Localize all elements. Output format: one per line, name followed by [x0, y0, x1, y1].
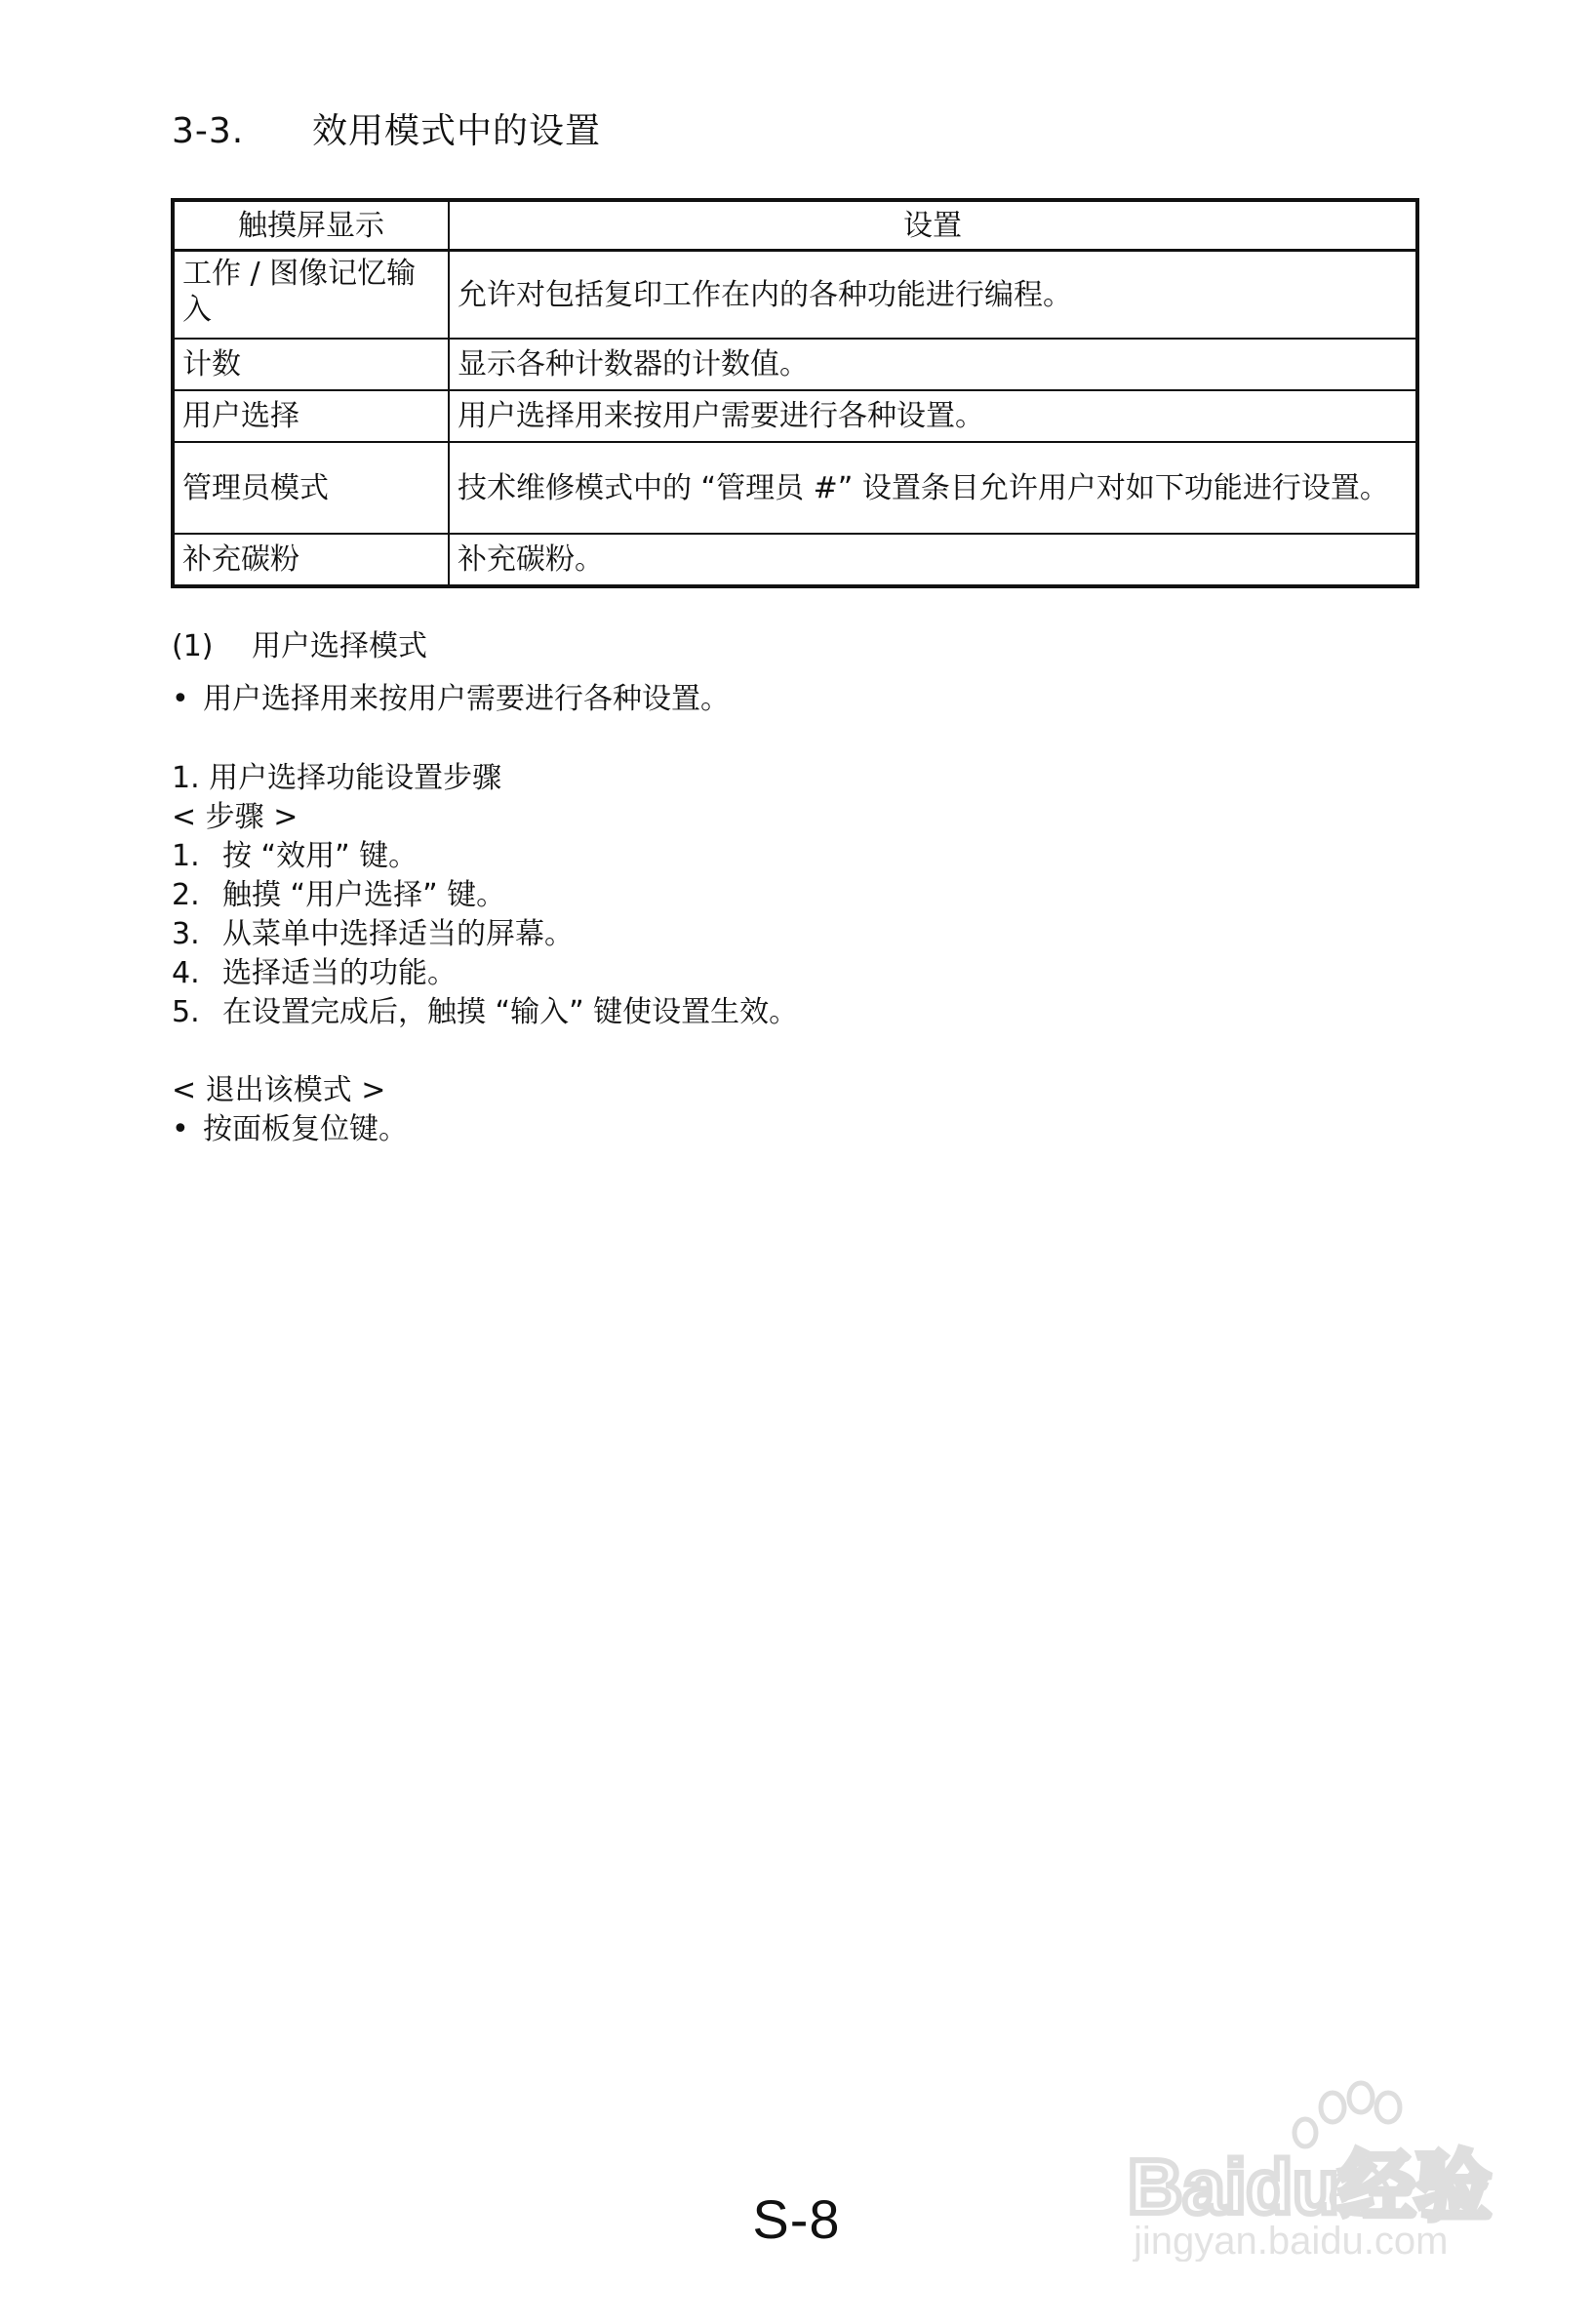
subsection-title: 用户选择模式 — [252, 629, 427, 663]
steps-label: < 步骤 > — [172, 800, 299, 834]
subsection-number: (1) — [172, 629, 214, 663]
settings-table — [171, 198, 1419, 588]
table-row — [173, 251, 1417, 340]
table-row — [173, 339, 1417, 390]
step-text: 按 “效用” 键。 — [222, 839, 418, 873]
table-cell-setting: 补充碳粉。 — [449, 534, 1417, 586]
step-text: 在设置完成后，触摸 “输入” 键使设置生效。 — [222, 995, 799, 1029]
table-row — [173, 534, 1417, 586]
table-cell-setting: 用户选择用来按用户需要进行各种设置。 — [449, 390, 1417, 442]
exit-bullet-text: 按面板复位键。 — [203, 1112, 408, 1146]
step-text: 从菜单中选择适当的屏幕。 — [222, 917, 574, 951]
section-heading: 效用模式中的设置 — [312, 111, 602, 151]
section-number: 3-3. — [172, 111, 245, 151]
step-number: 2. — [172, 878, 200, 912]
header-setting: 设置 — [449, 200, 1417, 251]
table-cell-display: 计数 — [173, 339, 449, 390]
step-number: 4. — [172, 956, 200, 990]
subsection-bullet — [172, 680, 730, 719]
table-row — [173, 390, 1417, 442]
list-item — [172, 993, 798, 1032]
table-cell-setting: 允许对包括复印工作在内的各种功能进行编程。 — [449, 251, 1417, 340]
table-cell-display: 补充碳粉 — [173, 534, 449, 586]
watermark-url: jingyan.baidu.com — [1134, 2220, 1449, 2262]
list-item — [172, 876, 798, 915]
step-number: 3. — [172, 917, 200, 951]
exit-bullet — [172, 1110, 408, 1149]
baidu-jingyan-watermark — [1120, 2076, 1530, 2262]
list-item — [172, 954, 798, 993]
table-cell-display: 工作 / 图像记忆输入 — [173, 251, 449, 340]
exit-section — [172, 1071, 408, 1149]
procedure-heading: 1. 用户选择功能设置步骤 — [172, 761, 502, 795]
table-row — [173, 442, 1417, 534]
table-cell-display: 用户选择 — [173, 390, 449, 442]
list-item — [172, 837, 798, 876]
table-cell-setting: 显示各种计数器的计数值。 — [449, 339, 1417, 390]
subsection-heading — [172, 627, 427, 666]
watermark-brand: Baidu经验 — [1128, 2144, 1492, 2229]
bullet-glyph: • — [172, 682, 189, 716]
step-number: 1. — [172, 839, 200, 873]
bullet-text: 用户选择用来按用户需要进行各种设置。 — [203, 682, 730, 716]
table-cell-setting: 技术维修模式中的 “管理员 #” 设置条目允许用户对如下功能进行设置。 — [449, 442, 1417, 534]
step-text: 选择适当的功能。 — [222, 956, 457, 990]
table-header-row — [173, 200, 1417, 251]
list-item — [172, 915, 798, 954]
bullet-glyph: • — [172, 1112, 189, 1146]
header-touchscreen: 触摸屏显示 — [173, 200, 449, 251]
exit-label: < 退出该模式 > — [172, 1073, 386, 1107]
page-number: S-8 — [752, 2188, 841, 2250]
step-number: 5. — [172, 995, 200, 1029]
table-cell-display: 管理员模式 — [173, 442, 449, 534]
step-text: 触摸 “用户选择” 键。 — [222, 878, 506, 912]
section-title — [172, 103, 601, 153]
procedure-steps — [172, 798, 798, 1032]
